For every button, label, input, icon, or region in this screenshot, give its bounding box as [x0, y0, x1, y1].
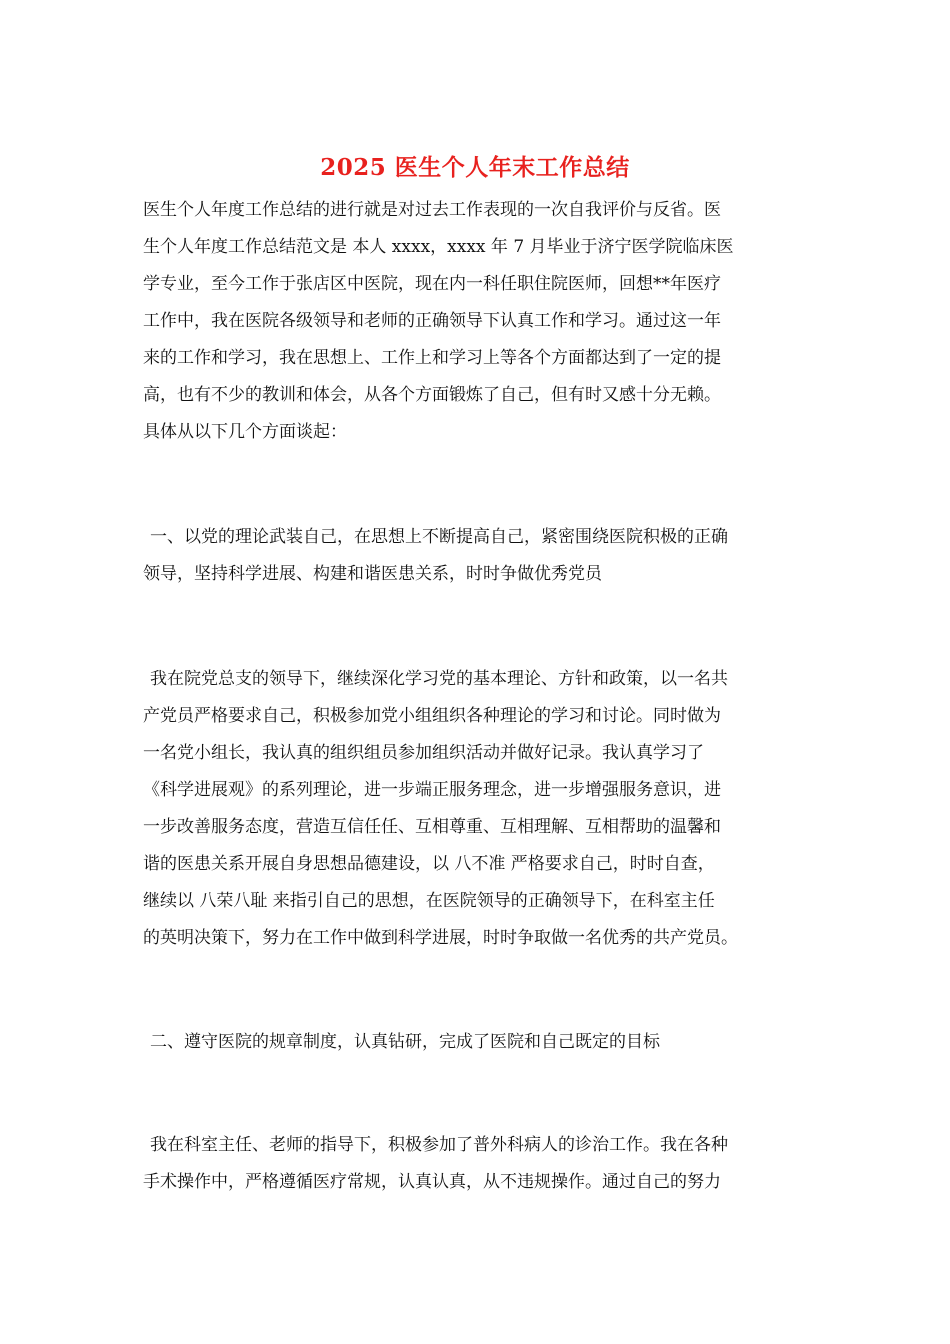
paragraph-line: 产党员严格要求自己，积极参加党小组组织各种理论的学习和讨论。同时做为	[143, 706, 721, 726]
paragraph-line: 手术操作中，严格遵循医疗常规，认真认真，从不违规操作。通过自己的努力	[143, 1172, 721, 1192]
intro-line: 工作中，我在医院各级领导和老师的正确领导下认真工作和学习。通过这一年	[143, 311, 721, 331]
section-heading-2: 二、遵守医院的规章制度，认真钻研，完成了医院和自己既定的目标	[150, 1032, 660, 1052]
intro-line: 医生个人年度工作总结的进行就是对过去工作表现的一次自我评价与反省。医	[143, 200, 721, 220]
paragraph-line: 继续以 八荣八耻 来指引自己的思想，在医院领导的正确领导下，在科室主任	[143, 891, 715, 911]
paragraph-line: 我在科室主任、老师的指导下，积极参加了普外科病人的诊治工作。我在各种	[150, 1135, 728, 1155]
paragraph-line: 我在院党总支的领导下，继续深化学习党的基本理论、方针和政策，以一名共	[150, 669, 728, 689]
intro-line: 高，也有不少的教训和体会，从各个方面锻炼了自己，但有时又感十分无赖。	[143, 385, 721, 405]
section-heading-1: 领导，坚持科学进展、构建和谐医患关系，时时争做优秀党员	[143, 564, 602, 584]
paragraph-line: 谐的医患关系开展自身思想品德建设，以 八不准 严格要求自己，时时自查，	[143, 854, 715, 874]
intro-line: 生个人年度工作总结范文是 本人 xxxx，xxxx 年 7 月毕业于济宁医学院临床医	[143, 237, 734, 257]
paragraph-line: 一步改善服务态度，营造互信任任、互相尊重、互相理解、互相帮助的温馨和	[143, 817, 721, 837]
intro-line: 来的工作和学习，我在思想上、工作上和学习上等各个方面都达到了一定的提	[143, 348, 721, 368]
paragraph-line: 《科学进展观》的系列理论，进一步端正服务理念，进一步增强服务意识，进	[143, 780, 721, 800]
section-heading-1: 一、以党的理论武装自己，在思想上不断提高自己，紧密围绕医院积极的正确	[150, 527, 728, 547]
document-title: 2025 医生个人年末工作总结	[320, 154, 630, 181]
intro-line: 具体从以下几个方面谈起：	[143, 422, 347, 442]
paragraph-line: 一名党小组长，我认真的组织组员参加组织活动并做好记录。我认真学习了	[143, 743, 704, 763]
paragraph-line: 的英明决策下，努力在工作中做到科学进展，时时争取做一名优秀的共产党员。	[143, 928, 738, 948]
intro-line: 学专业，至今工作于张店区中医院，现在内一科任职住院医师，回想**年医疗	[143, 274, 721, 294]
